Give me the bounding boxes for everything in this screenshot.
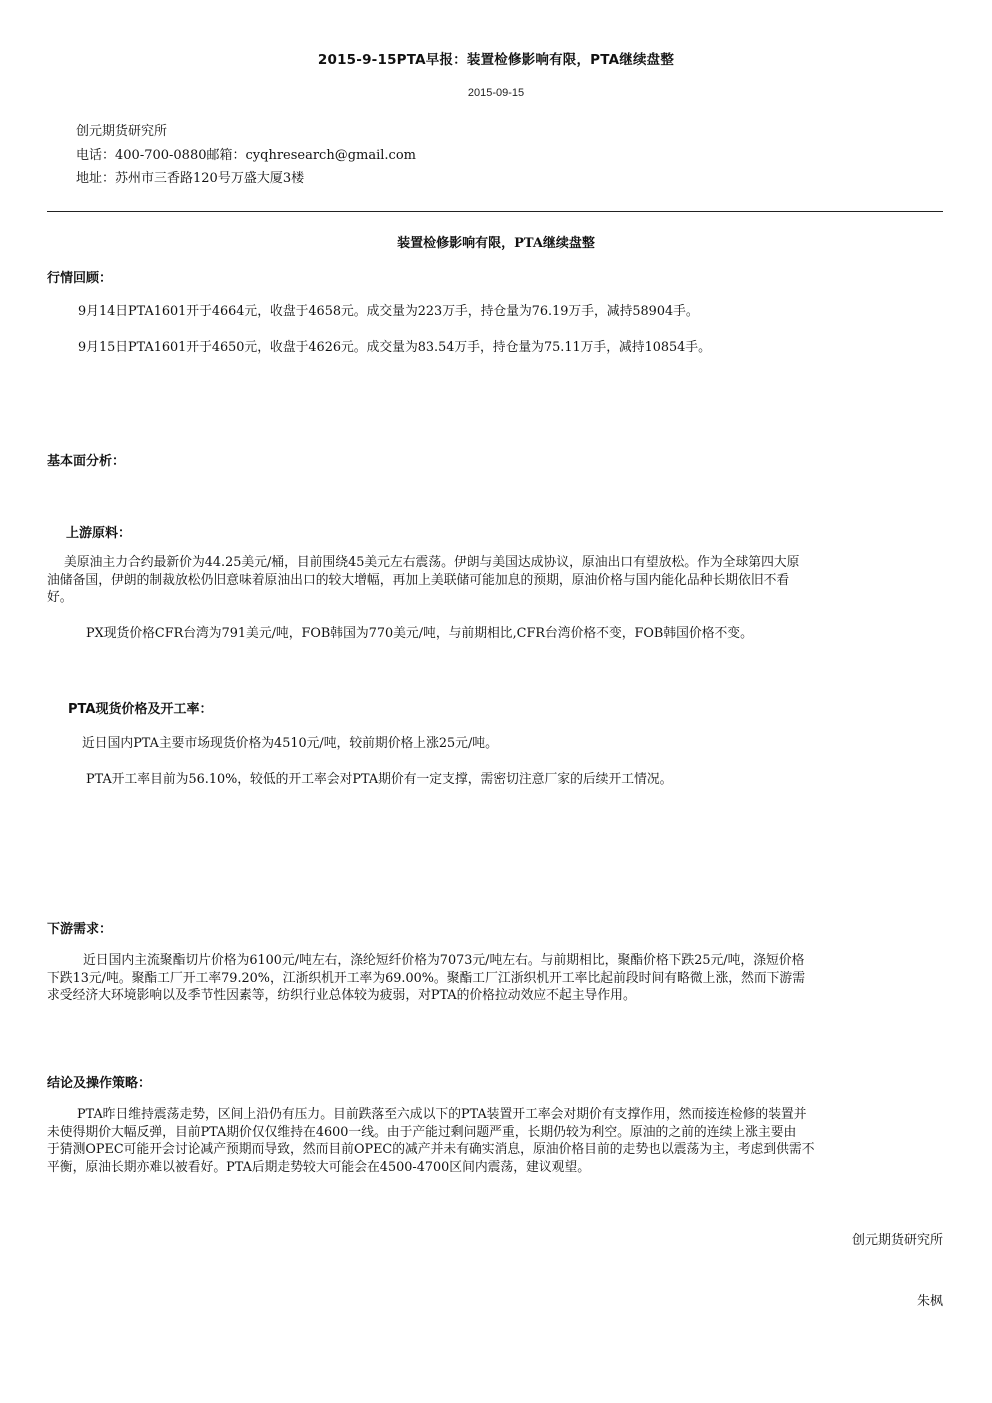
- section-pta-spot-heading: PTA现货价格及开工率：: [68, 702, 213, 717]
- report-subtitle: 装置检修影响有限，PTA继续盘整: [397, 236, 595, 251]
- report-title: 2015-9-15PTA早报：装置检修影响有限，PTA继续盘整: [317, 52, 675, 68]
- section-upstream-heading: 上游原料：: [66, 526, 132, 541]
- header-divider: [47, 211, 943, 212]
- downstream-line: 下跌13元/吨。聚酯工厂开工率79.20%，江浙织机开工率为69.00%。聚酯工厂江浙织机开工率比起前段时间有略微上涨，然而下游需: [47, 970, 806, 986]
- section-downstream-heading: 下游需求：: [47, 922, 113, 937]
- conclusion-line: 平衡，原油长期亦难以被看好。PTA后期走势较大可能会在4500-4700区间内震荡，建议观望。: [47, 1159, 591, 1175]
- signature-author: 朱枫: [916, 1294, 943, 1309]
- org-name: 创元期货研究所: [76, 124, 168, 139]
- section-fundamentals-heading: 基本面分析：: [47, 454, 126, 469]
- market-review-paragraph-1: 9月14日PTA1601开于4664元，收盘于4658元。成交量为223万手，持仓量为76.19万手，减持58904手。: [78, 304, 699, 319]
- address-info: 地址：苏州市三香路120号万盛大厦3楼: [76, 171, 305, 186]
- market-review-paragraph-2: 9月15日PTA1601开于4650元，收盘于4626元。成交量为83.54万手，持仓量为75.11万手，减持10854手。: [78, 340, 711, 355]
- pta-spot-paragraph-1: 近日国内PTA主要市场现货价格为4510元/吨，较前期价格上涨25元/吨。: [82, 736, 498, 751]
- upstream-line: 油储备国，伊朗的制裁放松仍旧意味着原油出口的较大增幅，再加上美联储可能加息的预期，原油价格与国内能化品种长期依旧不看: [47, 572, 790, 588]
- pta-spot-paragraph-2: PTA开工率目前为56.10%，较低的开工率会对PTA期价有一定支撑，需密切注意厂家的后续开工情况。: [86, 772, 673, 787]
- conclusion-line: 未使得期价大幅反弹，目前PTA期价仅仅维持在4600一线。由于产能过剩问题严重，长期仍较为利空。原油的之前的连续上涨主要由: [47, 1124, 797, 1140]
- downstream-line: 近日国内主流聚酯切片价格为6100元/吨左右，涤纶短纤价格为7073元/吨左右。与前期相比，聚酯价格下跌25元/吨，涤短价格: [83, 953, 805, 968]
- upstream-line: 好。: [47, 590, 73, 605]
- downstream-line: 求受经济大环境影响以及季节性因素等，纺织行业总体较为疲弱，对PTA的价格拉动效应不起主导作用。: [47, 988, 636, 1003]
- conclusion-paragraph: [47, 1106, 947, 1176]
- section-market-review-heading: 行情回顾：: [47, 271, 113, 286]
- contact-info: 电话：400-700-0880邮箱：cyqhresearch@gmail.com: [76, 148, 416, 163]
- downstream-paragraph: [47, 952, 947, 1005]
- signature-org: 创元期货研究所: [851, 1233, 943, 1248]
- report-date: 2015-09-15: [467, 87, 525, 99]
- upstream-line: 美原油主力合约最新价为44.25美元/桶，目前围绕45美元左右震荡。伊朗与美国达成协议，原油出口有望放松。作为全球第四大原: [64, 555, 800, 570]
- upstream-paragraph-2: PX现货价格CFR台湾为791美元/吨，FOB韩国为770美元/吨，与前期相比,CFR台湾价格不变，FOB韩国价格不变。: [86, 626, 753, 641]
- section-conclusion-heading: 结论及操作策略：: [47, 1076, 152, 1091]
- conclusion-line: PTA昨日维持震荡走势，区间上沿仍有压力。目前跌落至六成以下的PTA装置开工率会对期价有支撑作用，然而接连检修的装置并: [77, 1107, 807, 1122]
- upstream-paragraph-1: [47, 554, 947, 607]
- conclusion-line: 于猜测OPEC可能开会讨论减产预期而导致，然而目前OPEC的减产并未有确实消息，原油价格目前的走势也以震荡为主，考虑到供需不: [47, 1142, 815, 1157]
